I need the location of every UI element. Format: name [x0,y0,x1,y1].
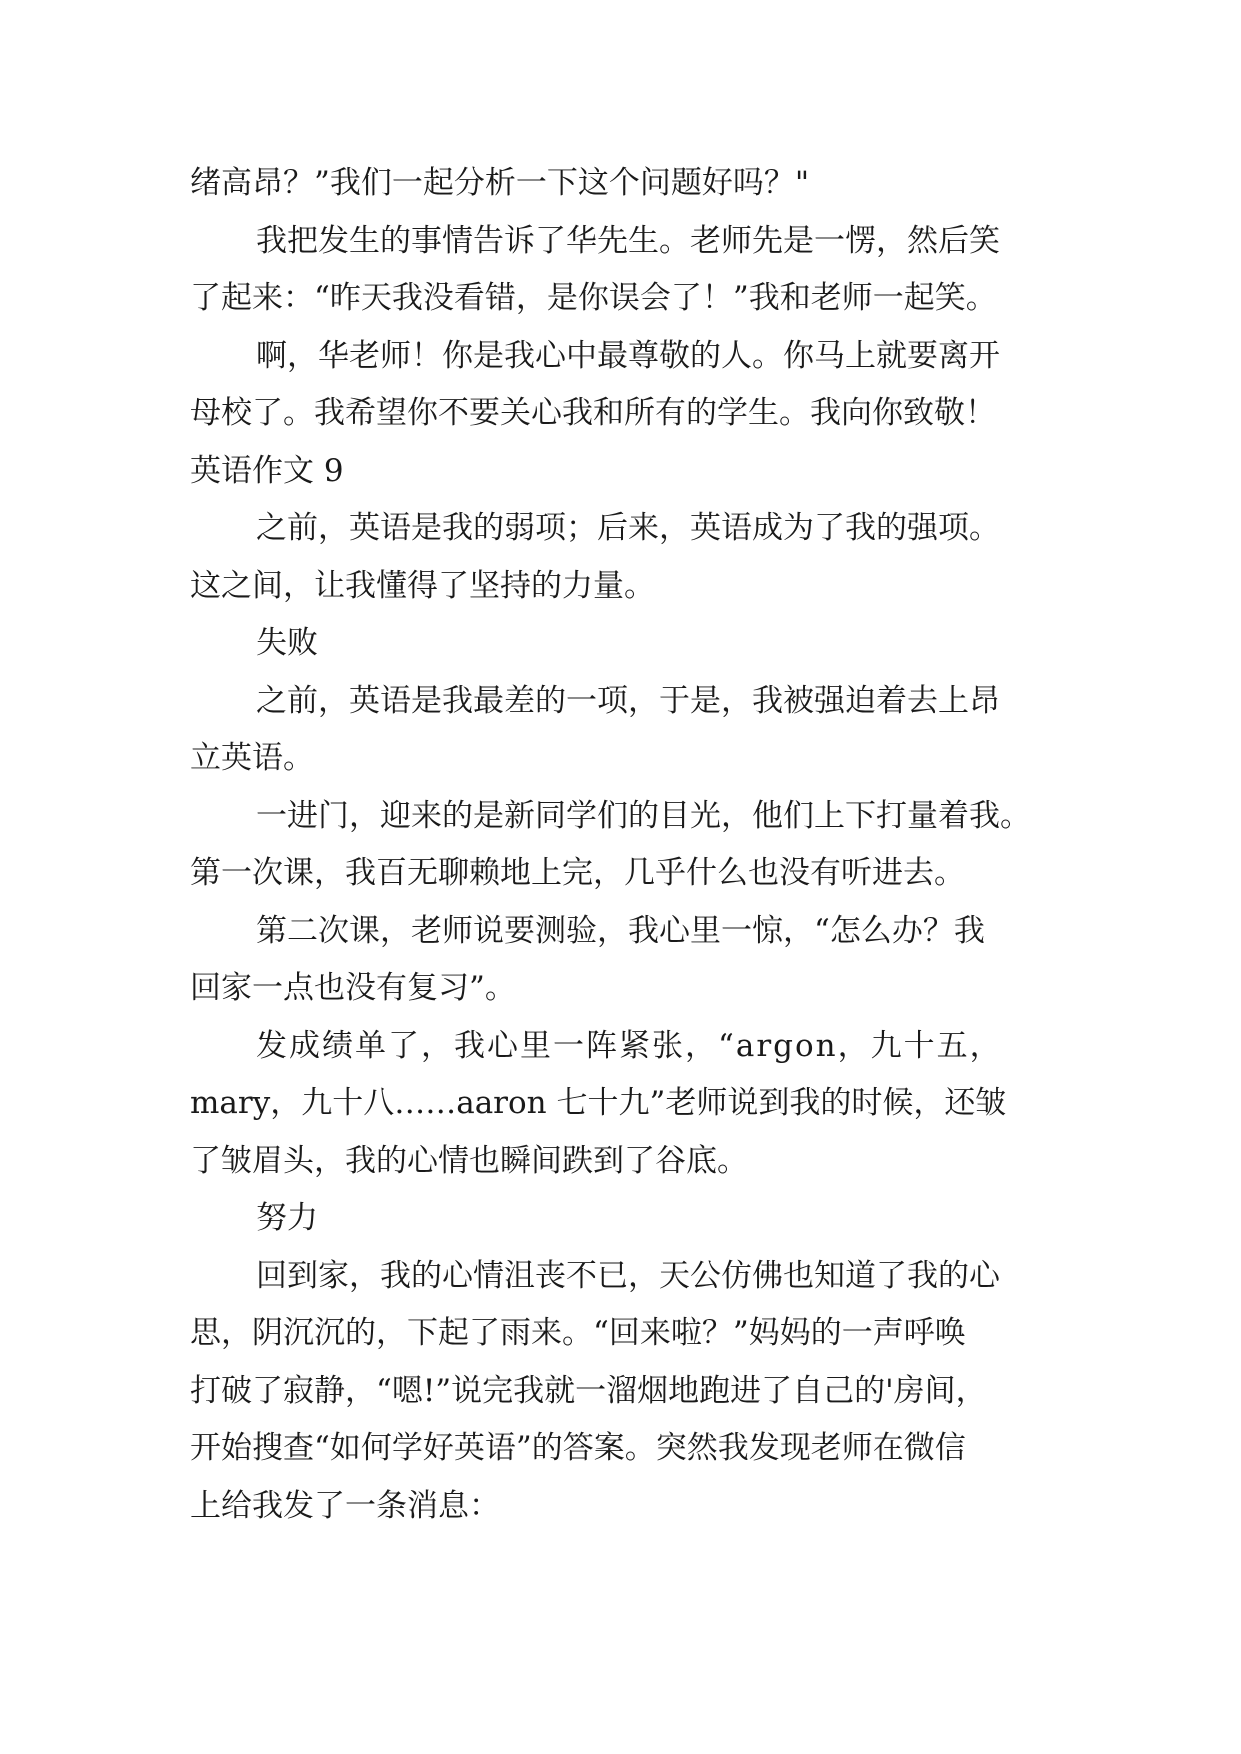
text-line: 啊，华老师！你是我心中最尊敬的人。你马上就要离开 [256,337,1000,374]
text-line: 了起来：“昨天我没看错，是你误会了！”我和老师一起笑。 [190,280,997,316]
text-line: 上给我发了一条消息： [190,1487,500,1524]
text-line: 我把发生的事情告诉了华先生。老师先是一愣，然后笑 [256,222,1000,259]
text-line: 第一次课，我百无聊赖地上完，几乎什么也没有听进去。 [190,855,965,891]
text-line: 之前，英语是我的弱项；后来，英语成为了我的强项。 [256,510,1000,546]
text-line: 之前，英语是我最差的一项，于是，我被强迫着去上昂 [256,682,1000,719]
text-line: 第二次课，老师说要测验，我心里一惊，“怎么办？我 [256,912,985,949]
text-line: 回家一点也没有复习”。 [190,970,516,1006]
text-line: 母校了。我希望你不要关心我和所有的学生。我向你致敬！ [190,395,996,431]
text-line: 立英语。 [190,740,314,776]
text-line: 打破了寂静，“嗯!”说完我就一溜烟地跑进了自己的'房间， [190,1372,987,1409]
subheading-effort: 努力 [256,1200,318,1236]
document-body [190,155,1065,1535]
text-line: 开始搜查“如何学好英语”的答案。突然我发现老师在微信 [190,1430,966,1466]
text-line: 回到家，我的心情沮丧不已，天公仿佛也知道了我的心 [256,1257,1000,1294]
text-line: 绪高昂？”我们一起分析一下这个问题好吗？" [190,165,810,201]
text-line: 思，阴沉沉的，下起了雨来。“回来啦？”妈妈的一声呼唤 [190,1315,966,1351]
text-line: 发成绩单了，我心里一阵紧张，“argon，九十五， [256,1027,1003,1064]
text-line: 了皱眉头，我的心情也瞬间跌到了谷底。 [190,1142,748,1179]
subheading-failure: 失败 [256,625,318,661]
text-line: mary，九十八……aaron 七十九”老师说到我的时候，还皱 [190,1085,1007,1121]
text-line: 这之间，让我懂得了坚持的力量。 [190,567,655,604]
text-line: 一进门，迎来的是新同学们的目光，他们上下打量着我。 [256,797,1031,834]
section-heading: 英语作文 9 [190,452,344,489]
